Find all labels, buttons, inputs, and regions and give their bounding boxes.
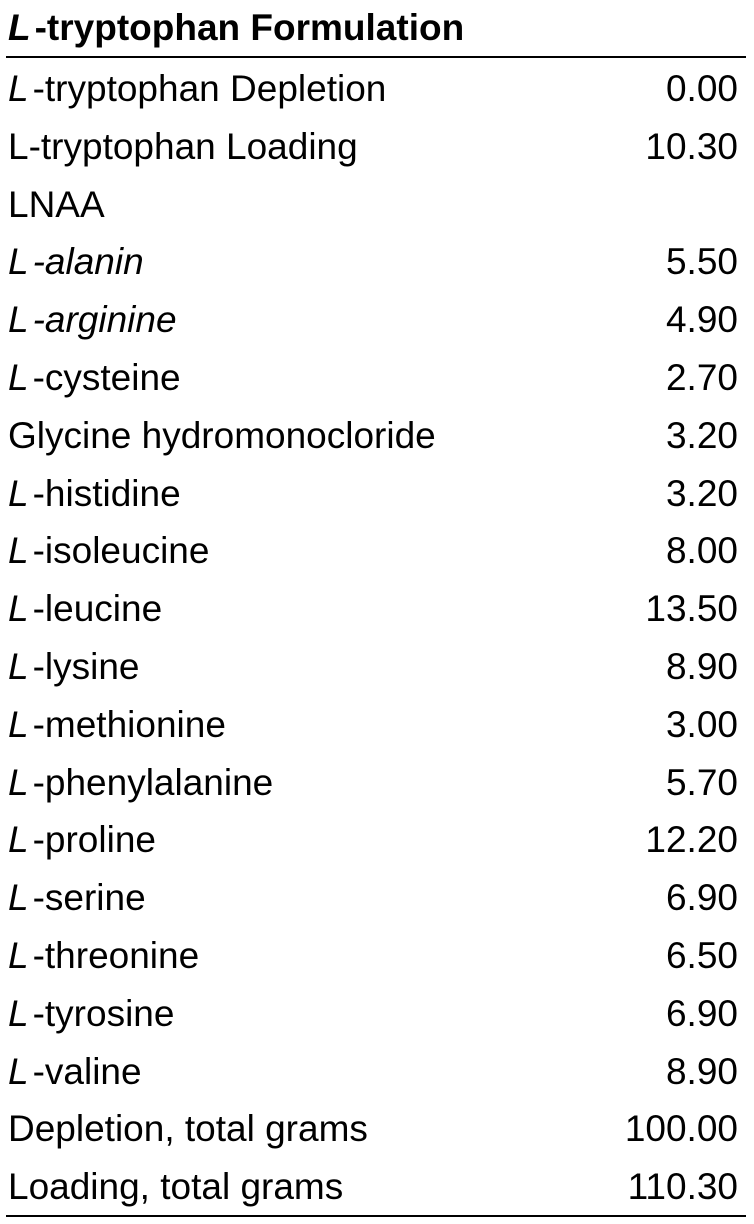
table-title-text: -tryptophan Formulation <box>34 7 465 48</box>
row-label-name: -histidine <box>32 472 181 514</box>
table-row <box>6 696 746 754</box>
row-label <box>8 927 199 985</box>
bottom-rule <box>6 1215 746 1217</box>
row-label <box>8 60 386 118</box>
row-label-prefix: L <box>8 819 29 861</box>
row-label <box>8 465 181 523</box>
table-row <box>6 407 746 465</box>
row-value: 3.20 <box>665 414 738 456</box>
table-row <box>6 349 746 407</box>
row-label-name: -tryptophan Depletion <box>32 68 387 109</box>
row-value: 3.20 <box>665 472 738 514</box>
table-row <box>6 1158 746 1216</box>
table-row <box>6 580 746 638</box>
row-label-name: -serine <box>32 877 146 919</box>
row-label <box>8 869 146 927</box>
row-label-prefix: L <box>8 530 29 572</box>
row-value: 110.30 <box>627 1166 738 1208</box>
row-label-prefix: L <box>8 703 29 745</box>
row-label-prefix: L <box>8 645 29 687</box>
row-label-name: Glycine hydromonocloride <box>8 414 436 456</box>
row-label-prefix: L <box>8 992 29 1034</box>
row-label <box>8 754 273 812</box>
row-label <box>8 522 209 580</box>
row-label-name: -tyrosine <box>32 992 175 1034</box>
table-row <box>6 465 746 523</box>
row-label-prefix: L <box>8 588 29 630</box>
row-value: 3.00 <box>665 703 738 745</box>
table-row <box>6 638 746 696</box>
row-label <box>8 811 156 869</box>
row-label <box>8 1100 368 1158</box>
table-row <box>6 522 746 580</box>
table-row <box>6 869 746 927</box>
table-row <box>6 118 746 176</box>
row-label <box>8 580 162 638</box>
row-label <box>8 696 226 754</box>
row-label <box>8 349 181 407</box>
row-label-prefix: L <box>8 472 29 514</box>
table-row <box>6 927 746 985</box>
row-label-prefix: L <box>8 68 29 109</box>
row-label <box>8 1043 142 1101</box>
table-row <box>6 291 746 349</box>
row-label <box>8 985 174 1043</box>
table-row <box>6 754 746 812</box>
row-label <box>8 176 105 234</box>
row-label-prefix: L <box>8 761 29 803</box>
row-label-name: -alanin <box>32 241 144 283</box>
row-label-name: -cysteine <box>32 356 181 398</box>
row-label-name: -threonine <box>32 934 200 976</box>
row-value: 8.00 <box>665 530 738 572</box>
row-value: 10.30 <box>645 125 738 167</box>
row-value: 5.70 <box>665 761 738 803</box>
row-label <box>8 118 358 176</box>
table-row <box>6 1043 746 1101</box>
row-value: 8.90 <box>665 1050 738 1092</box>
row-label-name: L-tryptophan Loading <box>8 125 358 167</box>
row-label <box>8 291 177 349</box>
row-value: 13.50 <box>645 588 738 630</box>
row-label-name: -lysine <box>32 645 140 687</box>
header-rule <box>6 56 746 58</box>
row-label-prefix: L <box>8 241 29 283</box>
row-label <box>8 1158 343 1216</box>
row-label-name: -proline <box>32 819 156 861</box>
formulation-table <box>6 0 746 1216</box>
row-value: 4.90 <box>665 299 738 341</box>
row-label-name: -methionine <box>32 703 226 745</box>
row-value: 6.90 <box>665 992 738 1034</box>
row-label-prefix: L <box>8 877 29 919</box>
table-title-prefix: L <box>8 7 31 48</box>
row-value: 100.00 <box>624 1108 738 1150</box>
row-label-name: Depletion, total grams <box>8 1108 368 1150</box>
table-row <box>6 176 746 234</box>
row-label-prefix: L <box>8 356 29 398</box>
row-value: 5.50 <box>665 241 738 283</box>
table-row <box>6 1100 746 1158</box>
row-value: 6.90 <box>665 877 738 919</box>
row-value: 6.50 <box>665 934 738 976</box>
row-value: 0.00 <box>665 68 738 109</box>
row-label-name: -leucine <box>32 588 163 630</box>
row-label <box>8 638 140 696</box>
table-row <box>6 811 746 869</box>
table-body <box>6 60 746 1216</box>
row-label <box>8 407 436 465</box>
table-row <box>6 60 746 118</box>
row-label-prefix: L <box>8 934 29 976</box>
row-value: 2.70 <box>665 356 738 398</box>
row-label-name: Loading, total grams <box>8 1166 344 1208</box>
row-value: 8.90 <box>665 645 738 687</box>
row-label <box>8 233 144 291</box>
row-label-name: -valine <box>32 1050 142 1092</box>
table-row <box>6 233 746 291</box>
table-title <box>6 0 746 56</box>
row-label-name: -phenylalanine <box>32 761 274 803</box>
row-label-prefix: L <box>8 1050 29 1092</box>
row-label-name: -arginine <box>32 299 177 341</box>
row-label-name: LNAA <box>8 183 105 225</box>
row-value: 12.20 <box>645 819 738 861</box>
row-label-prefix: L <box>8 299 29 341</box>
row-label-name: -isoleucine <box>32 530 210 572</box>
table-row <box>6 985 746 1043</box>
